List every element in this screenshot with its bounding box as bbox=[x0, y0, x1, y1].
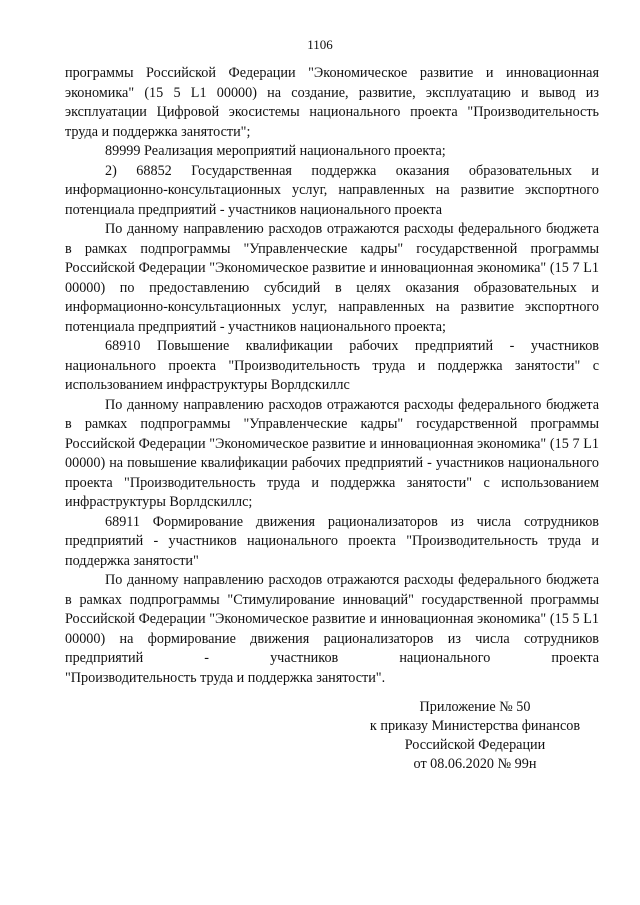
paragraph-89999: 89999 Реализация мероприятий национального проекта; bbox=[105, 143, 446, 159]
appendix-number: Приложение № 50 bbox=[419, 699, 531, 715]
paragraph-68852-description: По данному направлению расходов отражаются расходы федерального бюджета в рамках подпрограммы "Управленческие кадры" государственной программы Российской Федерации "Экономическое развитие и инновационная экономика" (15 7 L1 00000) по предоставлению субсидий в целях оказания образовательных и информационно-консультационных услуг, направленных на развитие экспортного потенциала предприятий - участников национального проекта; bbox=[65, 221, 599, 335]
paragraph-68911-description-end: "Производительность труда и поддержка занятости". bbox=[65, 669, 386, 686]
appendix-order-ref: к приказу Министерства финансов bbox=[369, 718, 581, 734]
appendix-header bbox=[350, 698, 600, 774]
paragraph-68911-heading: 68911 Формирование движения рационализаторов из числа сотрудников предприятий - участников национального проекта "Производительность труда и поддержка занятости" bbox=[65, 513, 599, 569]
document-body bbox=[65, 64, 599, 688]
paragraph-68911-description: По данному направлению расходов отражаются расходы федерального бюджета в рамках подпрограммы "Стимулирование инноваций" государственной программы Российской Федерации "Экономическое развитие и инновационная экономика" (15 5 L1 00000) на формирование движения рационализаторов из числа сотрудников предприятий - участников национального проекта bbox=[65, 572, 599, 666]
page-number: 1106 bbox=[307, 37, 333, 52]
appendix-authority: Российской Федерации bbox=[404, 737, 546, 753]
paragraph-68852-heading: 2) 68852 Государственная поддержка оказания образовательных и информационно-консультационных услуг, направленных на развитие экспортного потенциала предприятий - участников национального проекта bbox=[65, 162, 599, 218]
paragraph-continuation: программы Российской Федерации "Экономическое развитие и инновационная экономика" (15 5 L1 00000) на создание, развитие, эксплуатацию и вывод из эксплуатации Цифровой экосистемы национального проекта "Производительность труда и поддержка занятости"; bbox=[65, 65, 599, 140]
paragraph-68910-description: По данному направлению расходов отражаются расходы федерального бюджета в рамках подпрограммы "Управленческие кадры" государственной программы Российской Федерации "Экономическое развитие и инновационная экономика" (15 7 L1 00000) на повышение квалификации рабочих предприятий - участников национального проекта "Производительность труда и поддержка занятости" с использованием инфраструктуры Ворлдскиллс; bbox=[65, 396, 599, 510]
appendix-date: от 08.06.2020 № 99н bbox=[413, 756, 537, 772]
paragraph-68910-heading: 68910 Повышение квалификации рабочих предприятий - участников национального проекта "Производительность труда и поддержка занятости" с использованием инфраструктуры Ворлдскиллс bbox=[65, 338, 599, 393]
